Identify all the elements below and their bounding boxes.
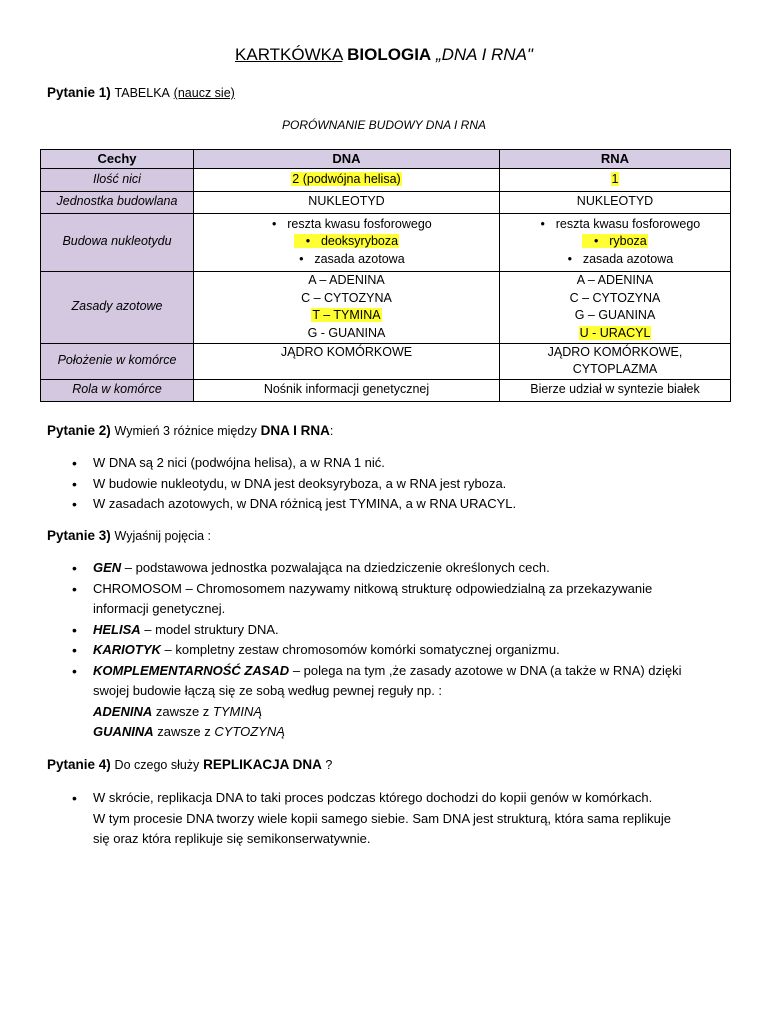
- base-uracil: U - URACYL: [579, 325, 651, 340]
- list-item: • W budowie nukleotydu, w DNA jest deoksyryboza, a w RNA jest ryboza.: [72, 474, 732, 495]
- cell-text: 2 (podwójna helisa): [292, 171, 401, 186]
- header-cechy: Cechy: [41, 150, 194, 169]
- question-2: [47, 422, 333, 440]
- table-row: [41, 191, 731, 213]
- question-1-note: (naucz sie): [173, 86, 235, 100]
- question-2-label: Pytanie 2): [47, 423, 111, 438]
- comparison-table: [40, 149, 731, 402]
- question-4: [47, 756, 332, 774]
- question-1-text: TABELKA: [114, 86, 170, 100]
- list-item: • W zasadach azotowych, w DNA różnicą jest TYMINA, a w RNA URACYL.: [72, 494, 732, 515]
- row-label: Zasady azotowe: [41, 271, 194, 343]
- table-row: [41, 379, 731, 401]
- question-2-colon: :: [329, 424, 334, 438]
- question-1: [47, 84, 235, 102]
- row-label: Ilość nici: [41, 168, 194, 191]
- question-4-label: Pytanie 4): [47, 757, 111, 772]
- table-header-row: [41, 150, 731, 169]
- question-2-answers: [72, 453, 732, 515]
- question-3-answers: [72, 558, 732, 743]
- list-item: • zasada azotowa: [567, 251, 674, 266]
- table-row: [41, 343, 731, 379]
- list-item: • W DNA są 2 nici (podwójna helisa), a w RNA 1 nić.: [72, 453, 732, 474]
- list-item: • ryboza: [504, 233, 726, 251]
- base-cytosine: C – CYTOZYNA: [301, 290, 392, 305]
- header-dna: DNA: [194, 150, 500, 169]
- cell-text: 1: [611, 171, 619, 186]
- base-adenine: A – ADENINA: [576, 273, 654, 287]
- list-item: • zasada azotowa: [299, 251, 405, 266]
- cell-dna: [194, 271, 500, 343]
- table-row: [41, 271, 731, 343]
- list-item-helisa: • HELISA – model struktury DNA.: [72, 620, 732, 641]
- title-dna-rna: „DNA I RNA": [435, 45, 533, 64]
- list-item: • reszta kwasu fosforowego: [540, 216, 701, 231]
- question-4-answers: [72, 788, 732, 850]
- row-label: Jednostka budowlana: [41, 191, 194, 213]
- row-label: Rola w komórce: [41, 379, 194, 401]
- base-adenine: A – ADENINA: [308, 273, 385, 287]
- list-item-gen: • GEN – podstawowa jednostka pozwalająca na dziedziczenie określonych cech.: [72, 558, 732, 579]
- list-item: • deoksyryboza: [198, 233, 495, 251]
- list-item: • reszta kwasu fosforowego: [272, 216, 432, 231]
- question-4-qmark: ?: [321, 758, 333, 772]
- cell-rna: [500, 343, 731, 379]
- page-title: [0, 44, 768, 66]
- question-4-bold: REPLIKACJA DNA: [203, 757, 322, 772]
- title-biologia: BIOLOGIA: [347, 45, 432, 64]
- question-1-label: Pytanie 1): [47, 85, 111, 100]
- question-2-text: Wymień 3 różnice między: [114, 424, 257, 438]
- list-item-chromosom: • CHROMOSOM – Chromosomem nazywamy nitkową strukturę odpowiedzialną za przekazywanie informacji genetycznej.: [72, 579, 732, 620]
- list-item-kariotyk: • KARIOTYK – kompletny zestaw chromosomów komórki somatycznej organizmu.: [72, 640, 732, 661]
- cell-rna: [500, 168, 731, 191]
- question-2-bold: DNA I RNA: [260, 423, 330, 438]
- question-3-label: Pytanie 3): [47, 528, 111, 543]
- question-4-text: Do czego służy: [114, 758, 200, 772]
- row-label: Budowa nukleotydu: [41, 213, 194, 271]
- table-caption: PORÓWNANIE BUDOWY DNA I RNA: [281, 118, 487, 132]
- list-item-komplementarnosc: • KOMPLEMENTARNOŚĆ ZASAD – polega na tym ,że zasady azotowe w DNA (a także w RNA) dzięki swojej budowie łączą się ze sobą według pewnej reguły np. : ADENINA zawsze z TYMINĄ GUANINA zawsze z CYTOZYNĄ: [72, 661, 732, 743]
- question-3: [47, 527, 211, 545]
- row-label: Położenie w komórce: [41, 343, 194, 379]
- cell-dna: Nośnik informacji genetycznej: [194, 379, 500, 401]
- title-kartkowka: KARTKÓWKA: [235, 45, 343, 64]
- cell-rna: [500, 213, 731, 271]
- cell-dna: NUKLEOTYD: [194, 191, 500, 213]
- cell-line: JĄDRO KOMÓRKOWE,: [547, 344, 683, 359]
- base-guanine: G – GUANINA: [574, 308, 656, 322]
- table-row: [41, 213, 731, 271]
- cell-rna: Bierze udział w syntezie białek: [500, 379, 731, 401]
- cell-rna: NUKLEOTYD: [500, 191, 731, 213]
- cell-dna: [194, 213, 500, 271]
- cell-line: CYTOPLAZMA: [572, 362, 658, 376]
- question-3-text: Wyjaśnij pojęcia :: [114, 529, 212, 543]
- cell-rna: [500, 271, 731, 343]
- base-guanine: G - GUANINA: [307, 325, 386, 340]
- table-row: [41, 168, 731, 191]
- cell-dna: JĄDRO KOMÓRKOWE: [194, 343, 500, 379]
- base-cytosine: C – CYTOZYNA: [569, 290, 661, 305]
- base-thymine: T – TYMINA: [312, 308, 381, 322]
- list-item: • W skrócie, replikacja DNA to taki proces podczas którego dochodzi do kopii genów w komórkach. W tym procesie DNA tworzy wiele kopii samego siebie. Sam DNA jest strukturą, która sama replikuje się oraz która replikuje się semikonserwatywnie.: [72, 788, 732, 850]
- cell-dna: [194, 168, 500, 191]
- header-rna: RNA: [500, 150, 731, 169]
